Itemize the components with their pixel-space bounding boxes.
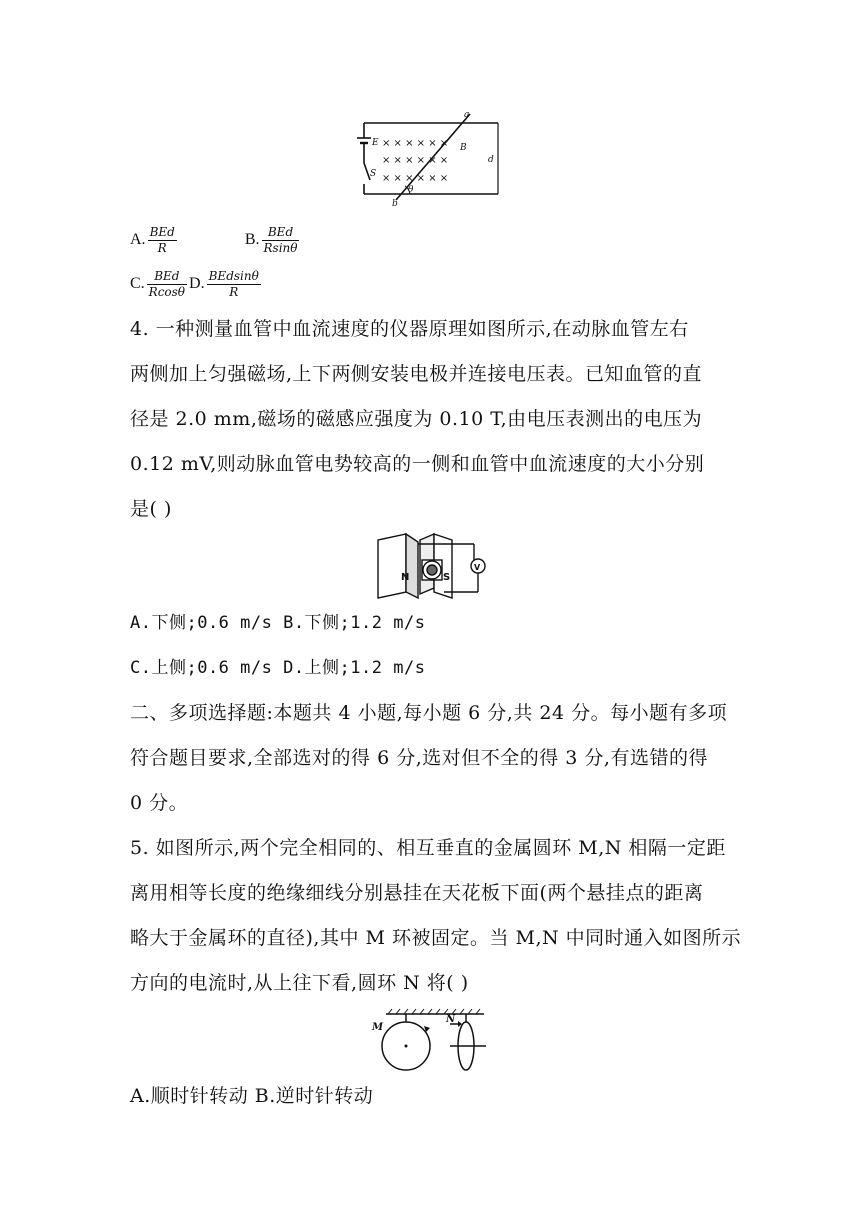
q3-label-B: B: [460, 143, 467, 153]
q5-line-1: 5. 如图所示,两个完全相同的、相互垂直的金属圆环 M,N 相隔一定距: [130, 837, 726, 859]
q4-line-4: 0.12 mV,则动脉血管电势较高的一侧和血管中血流速度的大小分别: [130, 453, 705, 475]
q4-line-3: 径是 2.0 mm,磁场的磁感应强度为 0.10 T,由电压表测出的电压为: [130, 408, 703, 430]
q5-options-line-1: A.顺时针转动 B.逆时针转动: [130, 1085, 374, 1107]
q5-line-3: 略大于金属环的直径),其中 M 环被固定。当 M,N 中同时通入如图所示: [130, 927, 742, 949]
svg-text:× × × × × ×: × × × × × ×: [382, 173, 449, 184]
q3-option-C-fraction: $\frac{\text{BEd}}{Rcos\theta}$: [148, 268, 186, 299]
q5-label-N: N: [446, 1014, 456, 1025]
q4-label-V: V: [474, 563, 481, 572]
q3-label-theta: θ: [408, 185, 414, 195]
svg-text:× × × × × ×: × × × × × ×: [382, 138, 449, 149]
q3-circuit-figure: [352, 108, 510, 208]
section2-line-3: 0 分。: [130, 792, 189, 814]
q3-option-D-fraction: $\frac{\text{BEdsinθ}}{R}$: [208, 268, 259, 299]
q3-options-row-2: [130, 264, 263, 304]
q3-option-D-label: D.: [189, 275, 205, 292]
q4-magnet-figure: [374, 530, 490, 602]
q4-line-1: 4. 一种测量血管中血流速度的仪器原理如图所示,在动脉血管左右: [130, 318, 689, 340]
q3-option-C-label: C.: [130, 275, 145, 292]
section2-line-2: 符合题目要求,全部选对的得 6 分,选对但不全的得 3 分,有选错的得: [130, 747, 708, 769]
q3-label-b: b: [392, 199, 398, 208]
q4-line-5: 是( ): [130, 498, 172, 520]
q3-option-A-label: A.: [130, 231, 146, 248]
q3-option-A-fraction: $\frac{\text{BEd}}{R}$: [149, 224, 175, 255]
q3-label-E: E: [372, 138, 379, 148]
q3-option-B-fraction: $\frac{\text{BEd}}{Rsin\theta}$: [263, 224, 298, 255]
q5-line-2: 离用相等长度的绝缘细线分别悬挂在天花板下面(两个悬挂点的距离: [130, 882, 704, 904]
q4-label-S: S: [443, 572, 451, 583]
q4-line-2: 两侧加上匀强磁场,上下两侧安装电极并连接电压表。已知血管的直: [130, 363, 703, 385]
q5-label-M: M: [372, 1022, 384, 1033]
q5-rings-figure: [370, 1008, 496, 1076]
section2-line-1: 二、多项选择题:本题共 4 小题,每小题 6 分,共 24 分。每小题有多项: [130, 702, 728, 724]
svg-text:× × × × × ×: × × × × × ×: [382, 155, 449, 166]
q4-label-N: N: [401, 572, 410, 583]
q3-label-d: d: [488, 155, 494, 165]
q3-options-row-1: [130, 220, 301, 260]
q4-options-line-2: C.上侧;0.6 m/s D.上侧;1.2 m/s: [130, 658, 426, 678]
q4-options-line-1: A.下侧;0.6 m/s B.下侧;1.2 m/s: [130, 613, 426, 633]
q3-option-B-label: B.: [244, 231, 260, 248]
q3-label-a: a: [464, 110, 470, 120]
q5-line-4: 方向的电流时,从上往下看,圆环 N 将( ): [130, 972, 469, 994]
q3-label-S: S: [370, 169, 377, 179]
